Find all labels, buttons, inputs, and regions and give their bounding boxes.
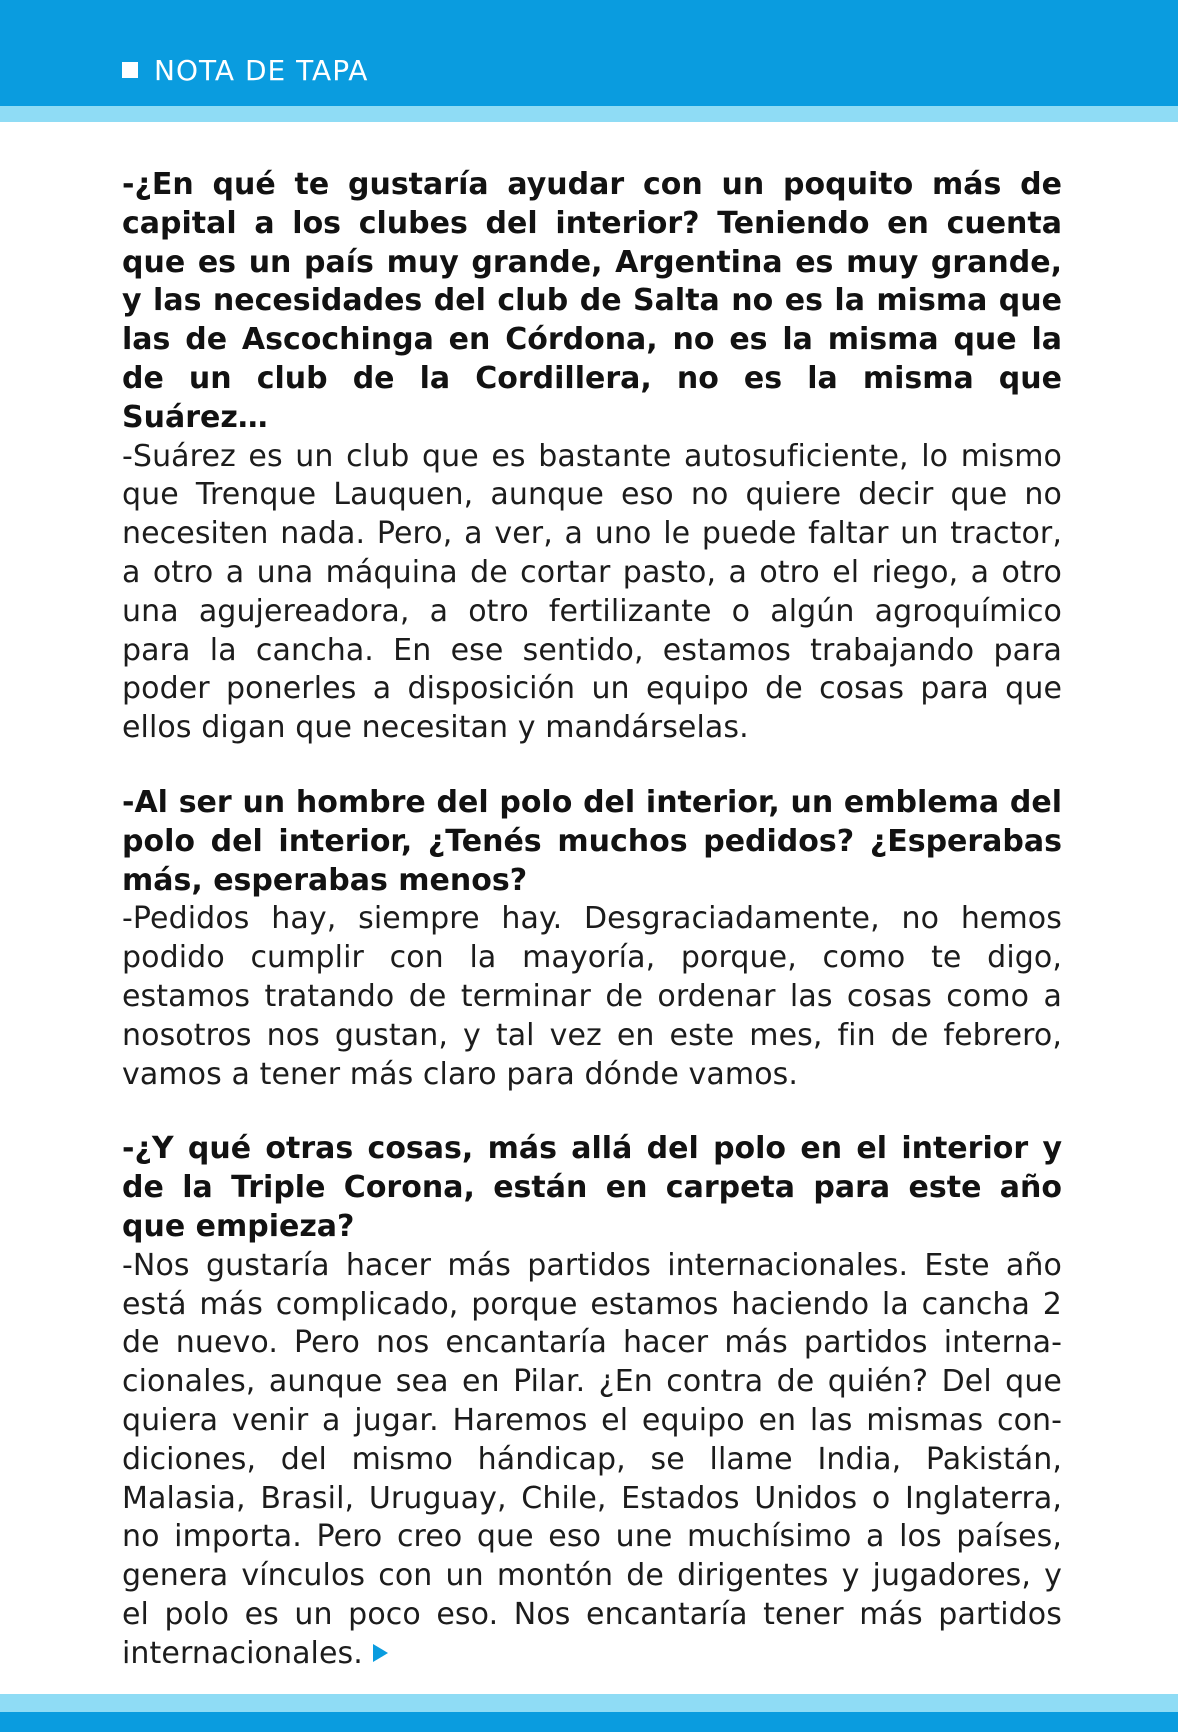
question-1: -¿En qué te gustaría ayudar con un poquito más de capital a los clubes del interior? Teniendo en cuenta que es un país muy grande, Argentina es muy grande, y las necesidades del club de Salta no es la misma que las de Ascochinga en Córdona, no es la misma que la de un club de la Cordillera, no es la misma que Suárez… — [122, 167, 1062, 435]
question-2: -Al ser un hombre del polo del interior, un emblema del polo del interior, ¿Tenés muchos pedidos? ¿Esperabas más, esperabas menos? — [122, 784, 1062, 898]
answer-1: -Suárez es un club que es bastante autosuficiente, lo mismo que Trenque Lauquen, aunque eso no quiere decir que no necesiten nada. Pero, a ver, a uno le puede faltar un tractor, a otro a una máquina de cortar pasto, a otro el riego, a otro una agujereadora, a otro fertilizante o algún agroquímico para la cancha. En ese sentido, estamos trabajando para poder ponerles a disposición un equipo de cosas para que ellos digan que necesitan y mandárselas. — [122, 438, 1062, 746]
question-3: -¿Y qué otras cosas, más allá del polo en el interior y de la Triple Corona, están en carpeta para este año que empieza? — [122, 1131, 1062, 1244]
triangle-right-icon — [373, 1644, 388, 1662]
header-stripe — [0, 106, 1178, 122]
answer-2: -Pedidos hay, siempre hay. Desgraciadamente, no hemos podido cumplir con la mayoría, porque, como te digo, estamos tratando de terminar de ordenar las cosas como a nosotros nos gustan, y tal vez en este mes, fin de febrero, vamos a tener más claro para dónde vamos. — [122, 901, 1062, 1092]
article-body — [122, 166, 1062, 1709]
footer-bar — [0, 1712, 1178, 1732]
footer-stripe — [0, 1694, 1178, 1712]
qa-block-1 — [122, 166, 1062, 748]
answer-3 — [122, 1247, 1062, 1674]
section-label-text: NOTA DE TAPA — [154, 53, 369, 87]
section-label — [122, 52, 368, 88]
square-bullet-icon — [122, 62, 138, 78]
qa-block-3 — [122, 1130, 1062, 1673]
qa-block-2 — [122, 784, 1062, 1094]
answer-3-text: -Nos gustaría hacer más partidos internacionales. Este año está más complicado, porque estamos haciendo la cancha 2 de nuevo. Pero nos encantaría hacer más partidos internacionales, aunque sea en Pilar. ¿En contra de quién? Del que quiera venir a jugar. Haremos el equipo en las mismas condiciones, del mismo hándicap, se llame India, Pakistán, Malasia, Brasil, Uruguay, Chile, Estados Unidos o Inglaterra, no importa. Pero creo que eso une muchísimo a los países, genera vínculos con un montón de dirigentes y jugadores, y el polo es un poco eso. Nos encantaría tener más partidos internacionales. — [122, 1247, 1062, 1671]
